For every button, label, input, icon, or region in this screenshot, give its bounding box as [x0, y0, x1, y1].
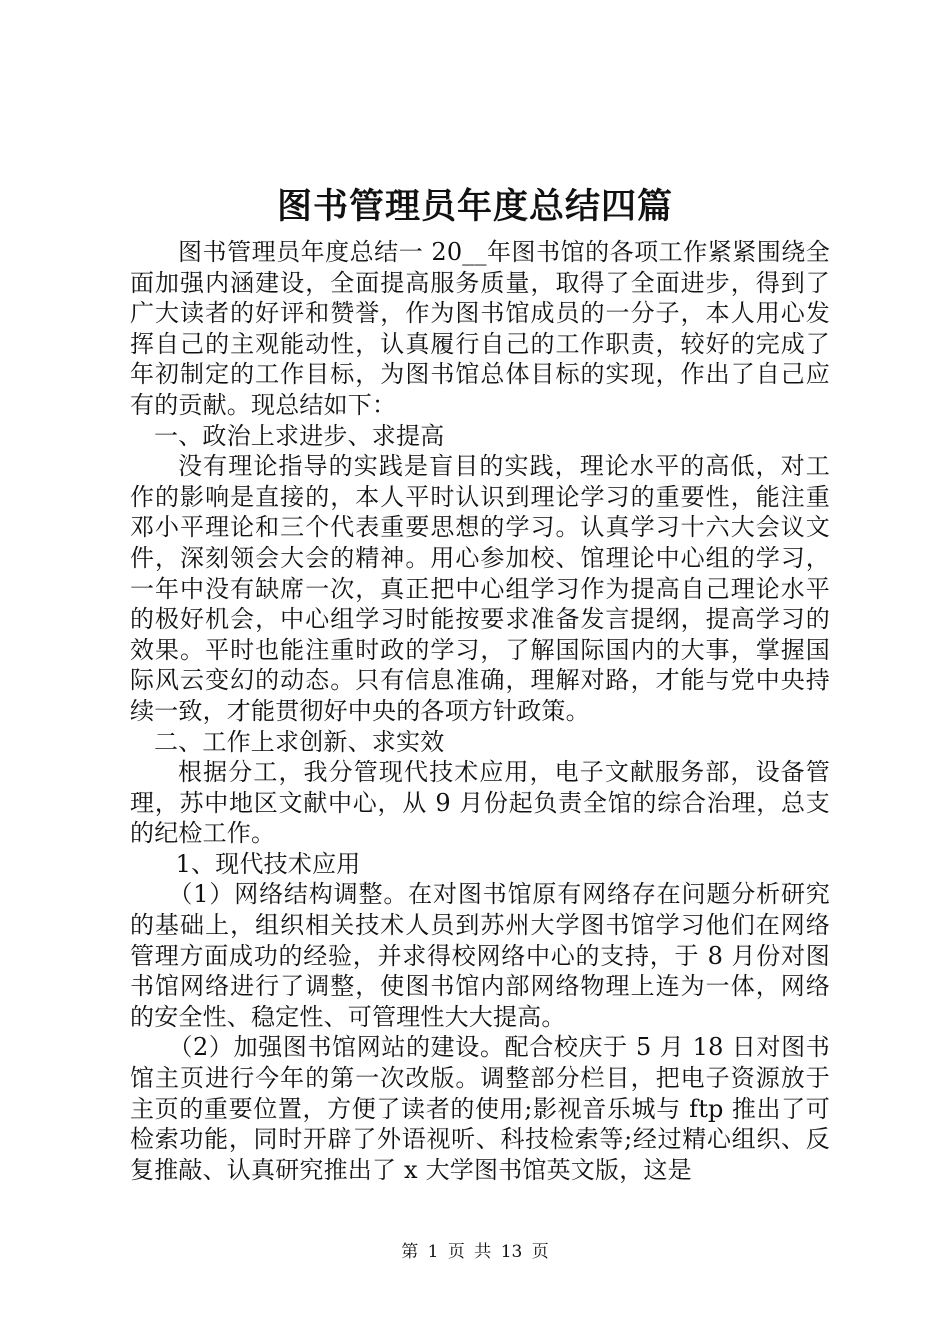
subsection-heading-tech: 1、现代技术应用 — [175, 849, 361, 878]
politics-paragraph: 没有理论指导的实践是盲目的实践，理论水平的高低，对工作的影响是直接的，本人平时认识到理论学习的重要性，能注重邓小平理论和三个代表重要思想的学习。认真学习十六大会议文件，深刻领会大会的精神。用心参加校、馆理论中心组的学习，一年中没有缺席一次，真正把中心组学习作为提高自己理论水平的极好机会，中心组学习时能按要求准备发言提纲，提高学习的效果。平时也能注重时政的学习，了解国际国内的大事，掌握国际风云变幻的动态。只有信息准确，理解对路，才能与党中央持续一致，才能贯彻好中央的各项方针政策。 — [130, 452, 830, 725]
intro-paragraph: 图书管理员年度总结一 20__年图书馆的各项工作紧紧围绕全面加强内涵建设，全面提高服务质量，取得了全面进步，得到了广大读者的好评和赞誉，作为图书馆成员的一分子，本人用心发挥自己的主观能动性，认真履行自己的工作职责，较好的完成了年初制定的工作目标，为图书馆总体目标的实现，作出了自己应有的贡献。现总结如下： — [130, 238, 830, 419]
network-adjustment-paragraph: （1）网络结构调整。在对图书馆原有网络存在问题分析研究的基础上，组织相关技术人员到苏州大学图书馆学习他们在网络管理方面成功的经验，并求得校网络中心的支持，于 8 月份对图书馆网络进行了调整，使图书馆内部网络物理上连为一体，网络的安全性、稳定性、可管理性大大提高。 — [130, 880, 830, 1031]
section-heading-politics: 一、政治上求进步、求提高 — [154, 421, 445, 450]
page-footer: 第 1 页 共 13 页 — [401, 1242, 549, 1262]
work-division-paragraph: 根据分工，我分管现代技术应用，电子文献服务部，设备管理，苏中地区文献中心，从 9 月份起负责全馆的综合治理，总支的纪检工作。 — [130, 758, 830, 848]
document-body — [130, 237, 830, 1185]
section-heading-work: 二、工作上求创新、求实效 — [154, 727, 445, 756]
document-title: 图书管理员年度总结四篇 — [276, 186, 673, 227]
website-building-paragraph: （2）加强图书馆网站的建设。配合校庆于 5 月 18 日对图书馆主页进行今年的第一次改版。调整部分栏目，把电子资源放于主页的重要位置，方便了读者的使用;影视音乐城与 ftp 推出了可检索功能，同时开辟了外语视听、科技检索等;经过精心组织、反复推敲、认真研究推出了 x 大学图书馆英文版，这是 — [130, 1033, 830, 1184]
